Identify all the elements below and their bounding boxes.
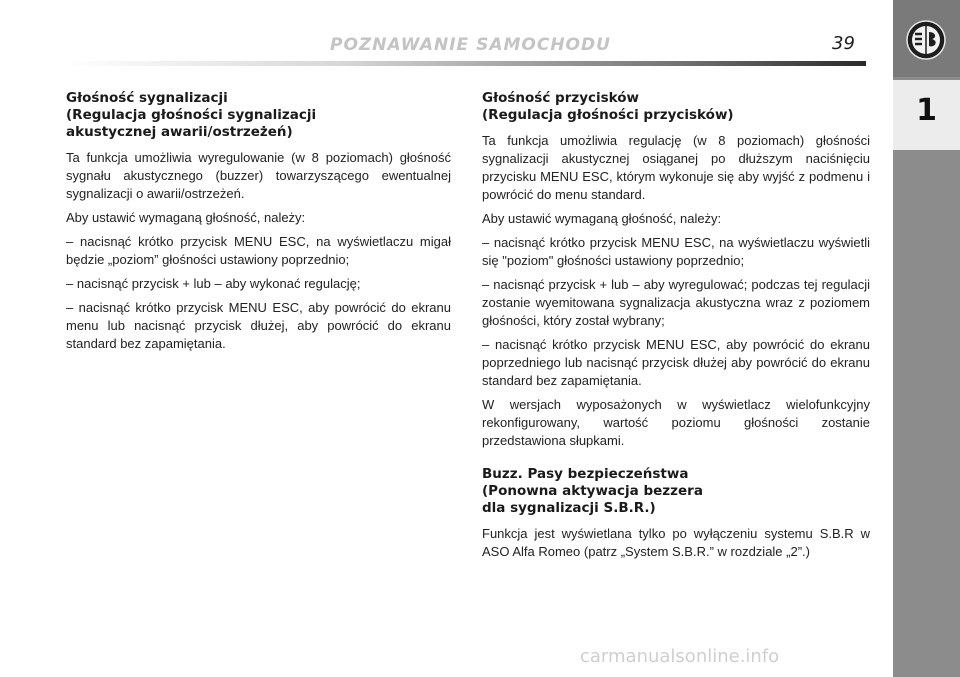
header-divider — [66, 61, 866, 66]
section-heading-button-volume — [482, 90, 870, 124]
paragraph: – nacisnąć krótko przycisk MENU ESC, na wyświetlaczu wyświetli się "poziom" głośności ustawiony poprzednio; — [482, 235, 870, 268]
paragraph: Ta funkcja umożliwia wyregulowanie (w 8 poziomach) głośność sygnału akustycznego (buzzer) towarzyszącego ewentualnej sygnalizacji o awarii/ostrzeżeń. — [66, 150, 451, 201]
paragraph: Aby ustawić wymaganą głośność, należy: — [66, 210, 306, 225]
paragraph: – nacisnąć krótko przycisk MENU ESC, na wyświetlaczu migał będzie „poziom” głośności ustawiony poprzednio; — [66, 234, 451, 267]
section-heading-seatbelt-buzzer — [482, 466, 870, 517]
paragraph: Funkcja jest wyświetlana tylko po wyłączeniu systemu S.B.R w ASO Alfa Romeo (patrz „System S.B.R.” w rozdziale „2”.) — [482, 526, 870, 559]
paragraph: – nacisnąć krótko przycisk MENU ESC, aby powrócić do ekranu poprzedniego lub nacisnąć przycisk dłużej aby powrócić do ekranu standard bez zapamiętania. — [482, 337, 870, 388]
paragraph: Aby ustawić wymaganą głośność, należy: — [482, 211, 722, 226]
paragraph: – nacisnąć przycisk + lub – aby wykonać regulację; — [66, 276, 361, 291]
watermark: carmanualsonline.info — [580, 646, 780, 667]
heading-line: akustycznej awarii/ostrzeżeń) — [66, 124, 293, 140]
heading-line: (Regulacja głośności sygnalizacji — [66, 107, 317, 123]
left-column — [66, 90, 451, 359]
heading-line: (Regulacja głośności przycisków) — [482, 107, 734, 123]
section-heading-buzzer-volume — [66, 90, 451, 141]
section-gap — [482, 456, 870, 466]
paragraph: – nacisnąć krótko przycisk MENU ESC, aby powrócić do ekranu menu lub nacisnąć przycisk dłużej, aby powrócić do ekranu standard bez zapamiętania. — [66, 300, 451, 351]
heading-line: Głośność przycisków — [482, 90, 640, 106]
heading-line: Głośność sygnalizacji — [66, 90, 228, 106]
right-column — [482, 90, 870, 567]
heading-line: dla sygnalizacji S.B.R.) — [482, 500, 656, 516]
heading-line: Buzz. Pasy bezpieczeństwa — [482, 466, 689, 482]
alfa-romeo-logo-icon — [906, 20, 946, 60]
page-number: 39 — [832, 33, 855, 54]
heading-line: (Ponowna aktywacja bezzera — [482, 483, 703, 499]
chapter-number: 1 — [916, 93, 937, 128]
paragraph: – nacisnąć przycisk + lub – aby wyregulować; podczas tej regulacji zostanie wyemitowana sygnalizacja akustyczna wraz z poziomem głośności, który został wybrany; — [482, 277, 870, 328]
paragraph: W wersjach wyposażonych w wyświetlacz wielofunkcyjny rekonfigurowany, wartość poziomu głośności zostanie przedstawiona słupkami. — [482, 397, 870, 448]
page-header-title: POZNAWANIE SAMOCHODU — [330, 35, 611, 55]
paragraph: Ta funkcja umożliwia regulację (w 8 poziomach) głośności sygnalizacji akustycznej osiąganej po dłuższym naciśnięciu przycisku MENU ESC, którym wykonuje się aby wyjść z podmenu i powrócić do menu standard. — [482, 133, 870, 202]
